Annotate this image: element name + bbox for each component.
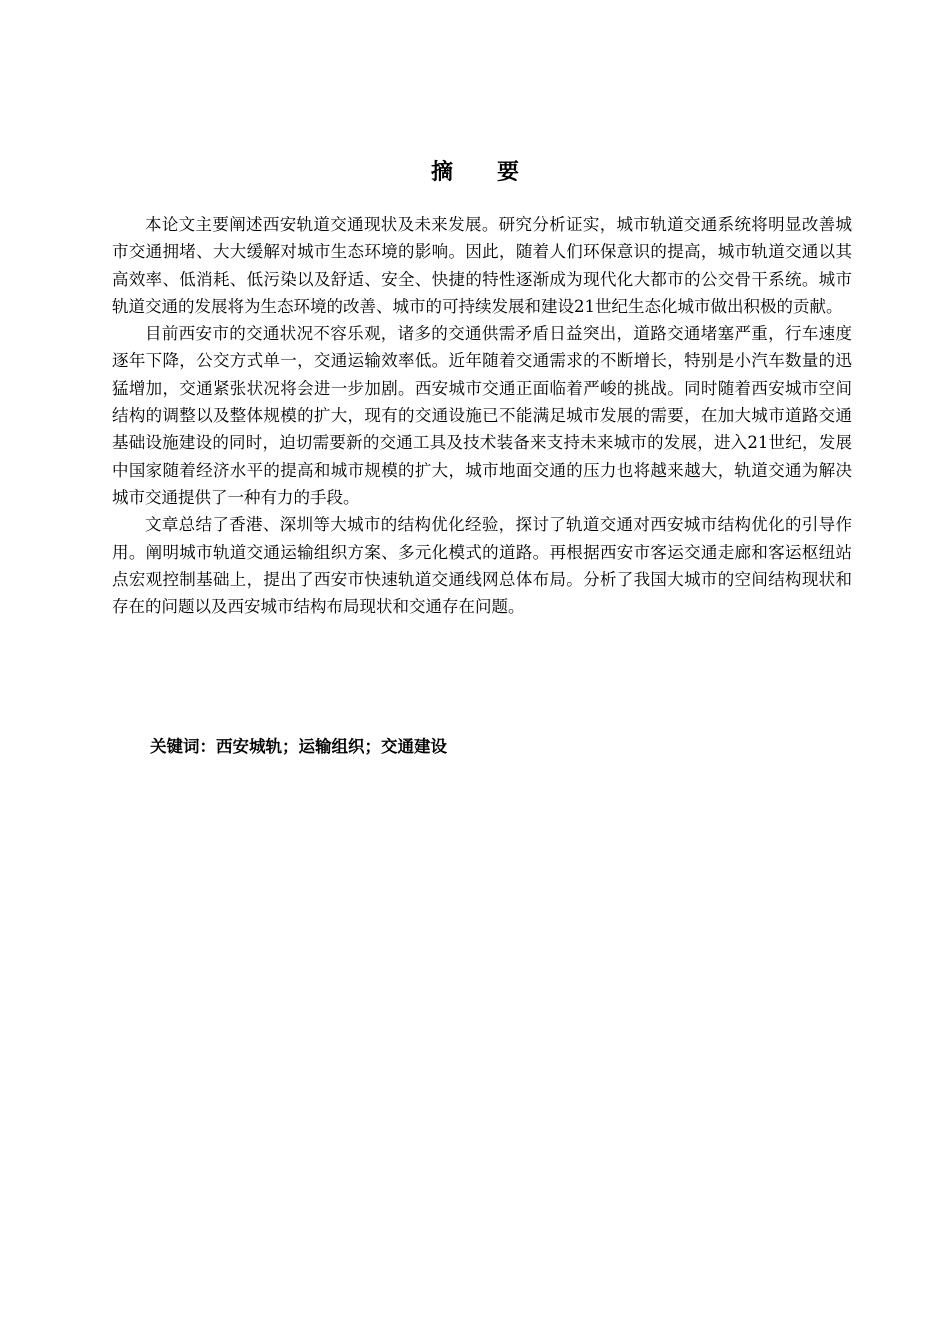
paragraph-2: 目前西安市的交通状况不容乐观，诸多的交通供需矛盾日益突出，道路交通堵塞严重，行车速度逐年下降，公交方式单一，交通运输效率低。近年随着交通需求的不断增长，特别是小汽车数量的迅猛增加，交通紧张状况将会进一步加剧。西安城市交通正面临着严峻的挑战。同时随着西安城市空间结构的调整以及整体规模的扩大，现有的交通设施已不能满足城市发展的需要，在加大城市道路交通基础设施建设的同时，迫切需要新的交通工具及技术装备来支持未来城市的发展，进入21世纪，发展中国家随着经济水平的提高和城市规模的扩大，城市地面交通的压力也将越来越大，轨道交通为解决城市交通提供了一种有力的手段。 xyxy=(112,324,852,507)
paragraph-3: 文章总结了香港、深圳等大城市的结构优化经验，探讨了轨道交通对西安城市结构优化的引导作用。阐明城市轨道交通运输组织方案、多元化模式的道路。再根据西安市客运交通走廊和客运枢纽站点宏观控制基础上，提出了西安市快速轨道交通线网总体布局。分析了我国大城市的空间结构现状和存在的问题以及西安城市结构布局现状和交通存在问题。 xyxy=(112,515,852,617)
abstract-title xyxy=(0,156,950,190)
title-char-2: 要 xyxy=(497,160,520,185)
title-char-1: 摘 xyxy=(430,160,453,185)
paragraph-1: 本论文主要阐述西安轨道交通现状及未来发展。研究分析证实，城市轨道交通系统将明显改善城市交通拥堵、大大缓解对城市生态环境的影响。因此，随着人们环保意识的提高，城市轨道交通以其高效率、低消耗、低污染以及舒适、安全、快捷的特性逐渐成为现代化大都市的公交骨干系统。城市轨道交通的发展将为生态环境的改善、城市的可持续发展和建设21世纪生态化城市做出积极的贡献。 xyxy=(112,215,852,316)
abstract-body xyxy=(112,211,852,620)
keywords-line: 关键词：西安城轨；运输组织；交通建设 xyxy=(150,737,447,756)
